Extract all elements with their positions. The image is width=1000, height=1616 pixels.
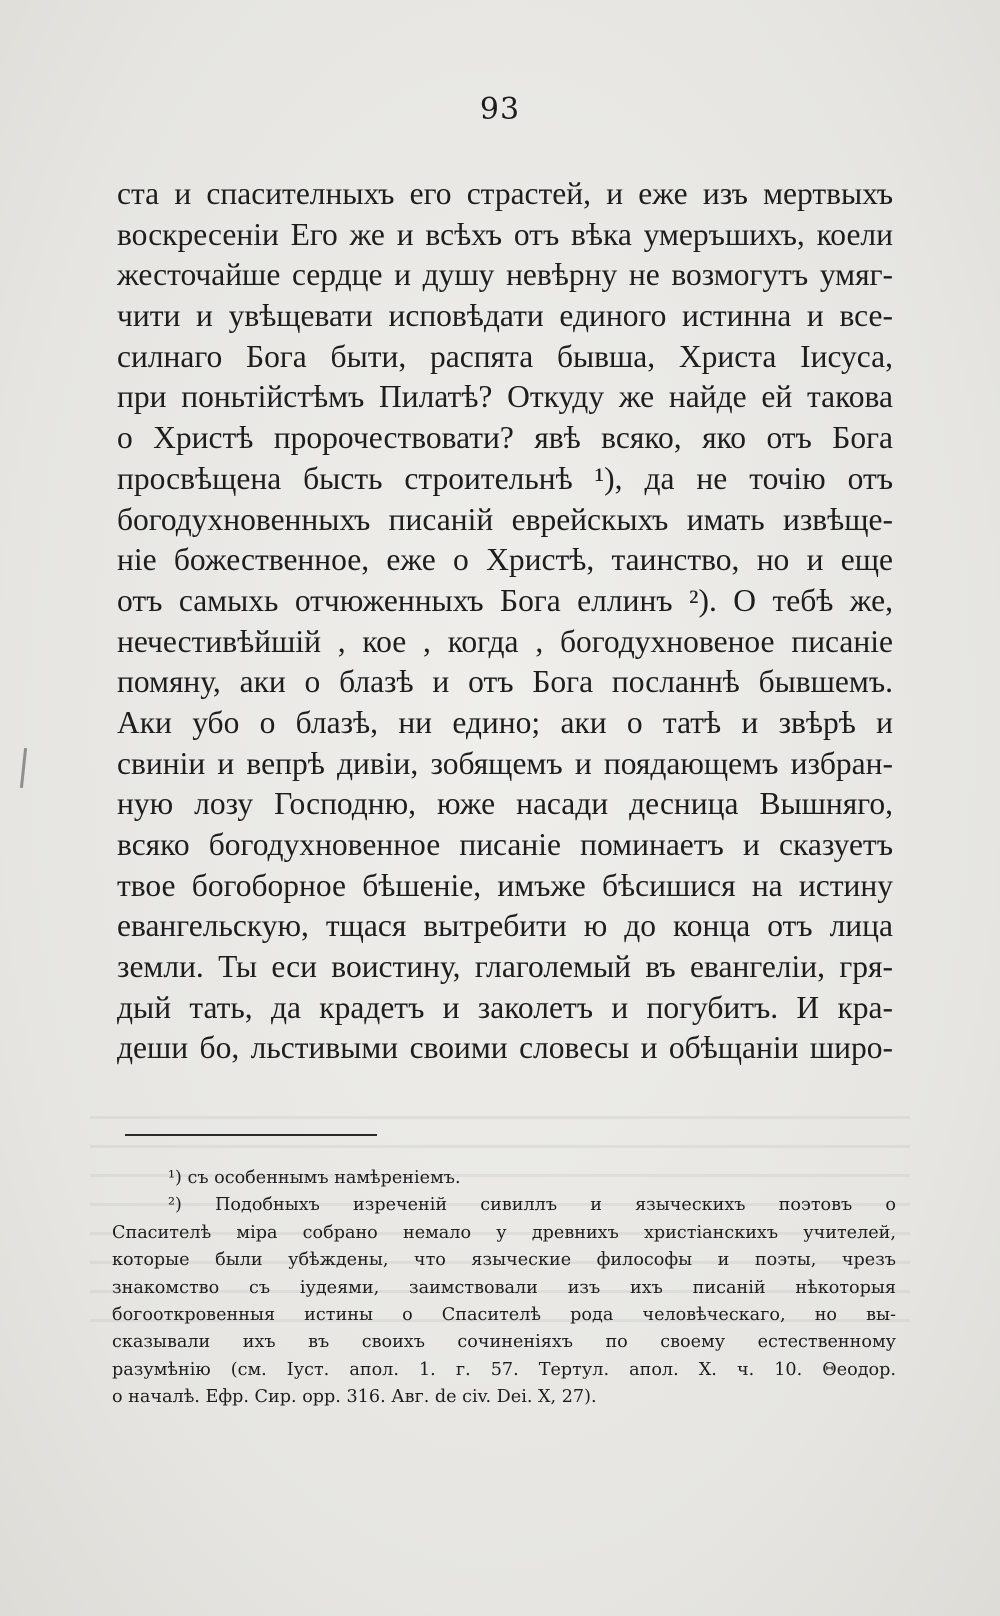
text-line: богодухновенныхъ писанiй еврейскыхъ имать извѣще-	[117, 501, 893, 537]
text-line: земли. Ты еси воистину, глаголемый въ евангелiи, гря-	[117, 949, 893, 985]
page-number: 93	[479, 92, 521, 127]
text-line: дый тать, да крадетъ и заколетъ и погубитъ. И кра-	[117, 989, 893, 1025]
footnotes	[112, 1165, 896, 1412]
text-line: ную лозу Господню, юже насади десница Вышняго,	[117, 786, 893, 822]
footnote-2-line: разумѣнiю (см. Iуст. апол. 1. г. 57. Тертул. апол. X. ч. 10. Θеодор.	[112, 1359, 896, 1380]
footnote-separator	[125, 1134, 377, 1136]
text-line: нiе божественное, еже о Христѣ, таинство, но и еще	[117, 542, 893, 578]
footnote-2-line: ²) Подобныхъ изреченiй сивиллъ и языческихъ поэтовъ о	[168, 1195, 896, 1216]
text-line: воскресенiи Его же и всѣхъ отъ вѣка умеръшихъ, коели	[117, 216, 893, 252]
footnote-2-line: богооткровенныя истины о Спасителѣ рода человѣческаго, но вы-	[112, 1304, 896, 1325]
text-line: Аки убо о блазѣ, ни едино; аки о татѣ и звѣрѣ и	[117, 704, 893, 740]
footnote-2-line: Спасителѣ мiра собрано немало у древнихъ христiанскихъ учителей,	[112, 1222, 896, 1243]
text-line: помяну, аки о блазѣ и отъ Бога посланнѣ бывшемъ.	[117, 664, 893, 700]
text-line: ста и спасителныхъ его страстей, и еже изъ мертвыхъ	[117, 176, 893, 211]
text-line: отъ самыхь отчюженныхъ Бога еллинъ ²). О тебѣ же,	[117, 582, 893, 618]
text-line: деши бо, льстивыми своими словесы и обѣщанiи широ-	[117, 1030, 893, 1066]
text-line: о Христѣ пророчествовати? явѣ всяко, яко отъ Бога	[117, 420, 893, 456]
text-line: всяко богодухновенное писанiе поминаетъ и сказуетъ	[117, 827, 893, 862]
text-line: свинiи и вепрѣ дивiи, зобящемъ и поядающемъ избран-	[117, 745, 893, 781]
footnote-2-line: сказывали ихъ въ своихъ сочиненiяхъ по своему естественному	[112, 1332, 896, 1353]
text-line: силнаго Бога быти, распята бывша, Христа Iисуса,	[117, 338, 893, 374]
text-line: нечестивѣйшiй , кое , когда , богодухновеное писанiе	[117, 623, 893, 659]
main-text	[117, 174, 893, 1069]
text-line: евангельскую, тщася вытребити ю до конца отъ лица	[117, 908, 893, 944]
footnote-2-line: которые были убѣждены, что языческие философы и поэты, чрезъ	[112, 1250, 896, 1271]
footnote-2-line: о началѣ. Ефр. Сир. opp. 316. Авг. de civ. Dei. X, 27).	[112, 1387, 597, 1408]
margin-mark	[20, 748, 27, 788]
text-line: твое богоборное бѣшенiе, имъже бѣсишися на истину	[117, 867, 893, 903]
text-line: просвѣщена бысть строительнѣ ¹), да не точiю отъ	[117, 460, 893, 496]
footnote-1: ¹) съ особеннымъ намѣренiемъ.	[168, 1168, 461, 1188]
text-line: жесточайше сердце и душу невѣрну не возмогутъ умяг-	[117, 257, 893, 293]
footnote-2-line: знакомство съ iудеями, заимствовали изъ ихъ писанiй нѣкоторыя	[112, 1277, 896, 1298]
text-line: чити и увѣщевати исповѣдати единого истинна и все-	[117, 298, 893, 334]
text-line: при поньтiйстѣмъ Пилатѣ? Откуду же найде ей такова	[117, 379, 893, 415]
